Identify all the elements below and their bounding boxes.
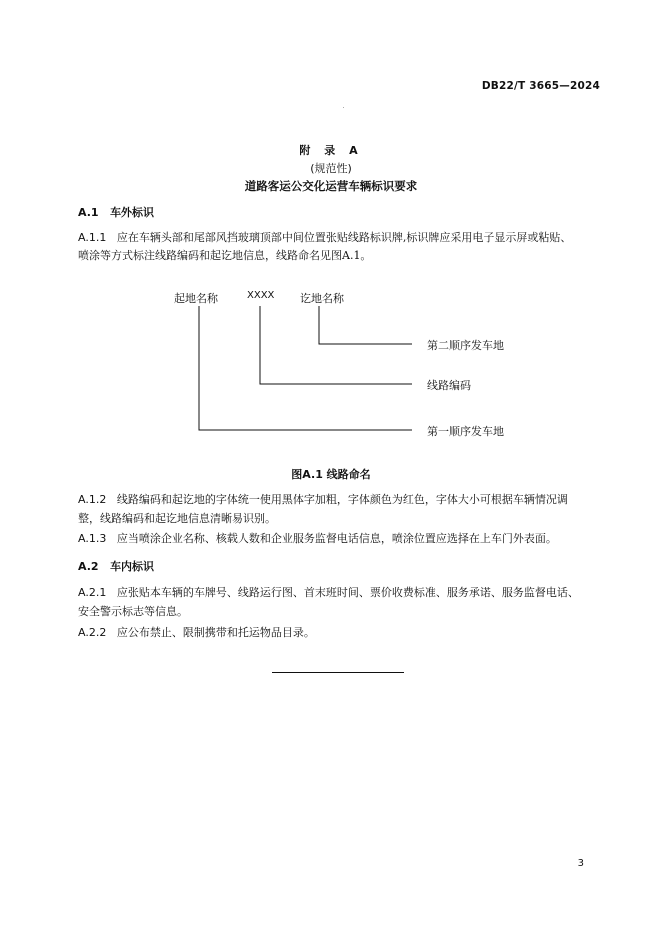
clause-a12-line1 — [78, 491, 568, 509]
figure-label-origin: 起地名称 — [174, 292, 218, 305]
section-heading-a2 — [78, 558, 154, 574]
clause-a11-line2: 喷涂等方式标注线路编码和起讫地信息，线路命名见图A.1。 — [78, 249, 372, 262]
clause-text: 线路编码和起讫地的字体统一使用黑体字加粗，字体颜色为红色，字体大小可根据车辆情况调 — [116, 493, 568, 506]
clause-a21-line2: 安全警示标志等信息。 — [78, 605, 188, 618]
clause-a22 — [78, 624, 315, 642]
clause-number: A.1.2 — [78, 493, 107, 506]
clause-text: 应张贴本车辆的车牌号、线路运行图、首末班时间、票价收费标准、服务承诺、服务监督电话、 — [116, 586, 579, 599]
document-code: DB22/T 3665—2024 — [481, 80, 600, 92]
appendix-name: 道路客运公交化运营车辆标识要求 — [244, 179, 418, 193]
figure-label-second-origin: 第二顺序发车地 — [427, 339, 504, 352]
clause-number: A.1.1 — [78, 231, 107, 244]
section-number: A.2 — [78, 560, 99, 573]
clause-number: A.1.3 — [78, 532, 107, 545]
appendix-nature: (规范性) — [310, 162, 352, 175]
page-number: 3 — [577, 858, 584, 869]
figure-label-line-code: 线路编码 — [427, 379, 471, 392]
section-title: 车内标识 — [110, 560, 155, 573]
clause-number: A.2.1 — [78, 586, 107, 599]
clause-text: 应当喷涂企业名称、核载人数和企业服务监督电话信息，喷涂位置应选择在上车门外表面。 — [116, 532, 557, 545]
section-title: 车外标识 — [110, 206, 155, 219]
clause-number: A.2.2 — [78, 626, 107, 639]
line-code-connector — [260, 306, 412, 384]
figure-label-dest: 讫地名称 — [300, 292, 344, 305]
section-number: A.1 — [78, 206, 99, 219]
figure-label-first-origin: 第一顺序发车地 — [427, 425, 504, 438]
line-dest-connector — [319, 306, 412, 344]
clause-text: 应在车辆头部和尾部风挡玻璃顶部中间位置张贴线路标识牌,标识牌应采用电子显示屏或粘贴、 — [116, 231, 572, 244]
clause-a21-line1 — [78, 584, 579, 602]
end-rule — [272, 672, 404, 673]
clause-a12-line2: 整，线路编码和起讫地信息清晰易识别。 — [78, 512, 276, 525]
line-origin-connector — [199, 306, 412, 430]
appendix-title: 附 录 A — [299, 144, 363, 157]
figure-label-code: XXXX — [247, 290, 275, 301]
clause-text: 应公布禁止、限制携带和托运物品目录。 — [116, 626, 315, 639]
figure-caption: 图A.1 线路命名 — [291, 468, 371, 481]
clause-a13 — [78, 530, 557, 548]
